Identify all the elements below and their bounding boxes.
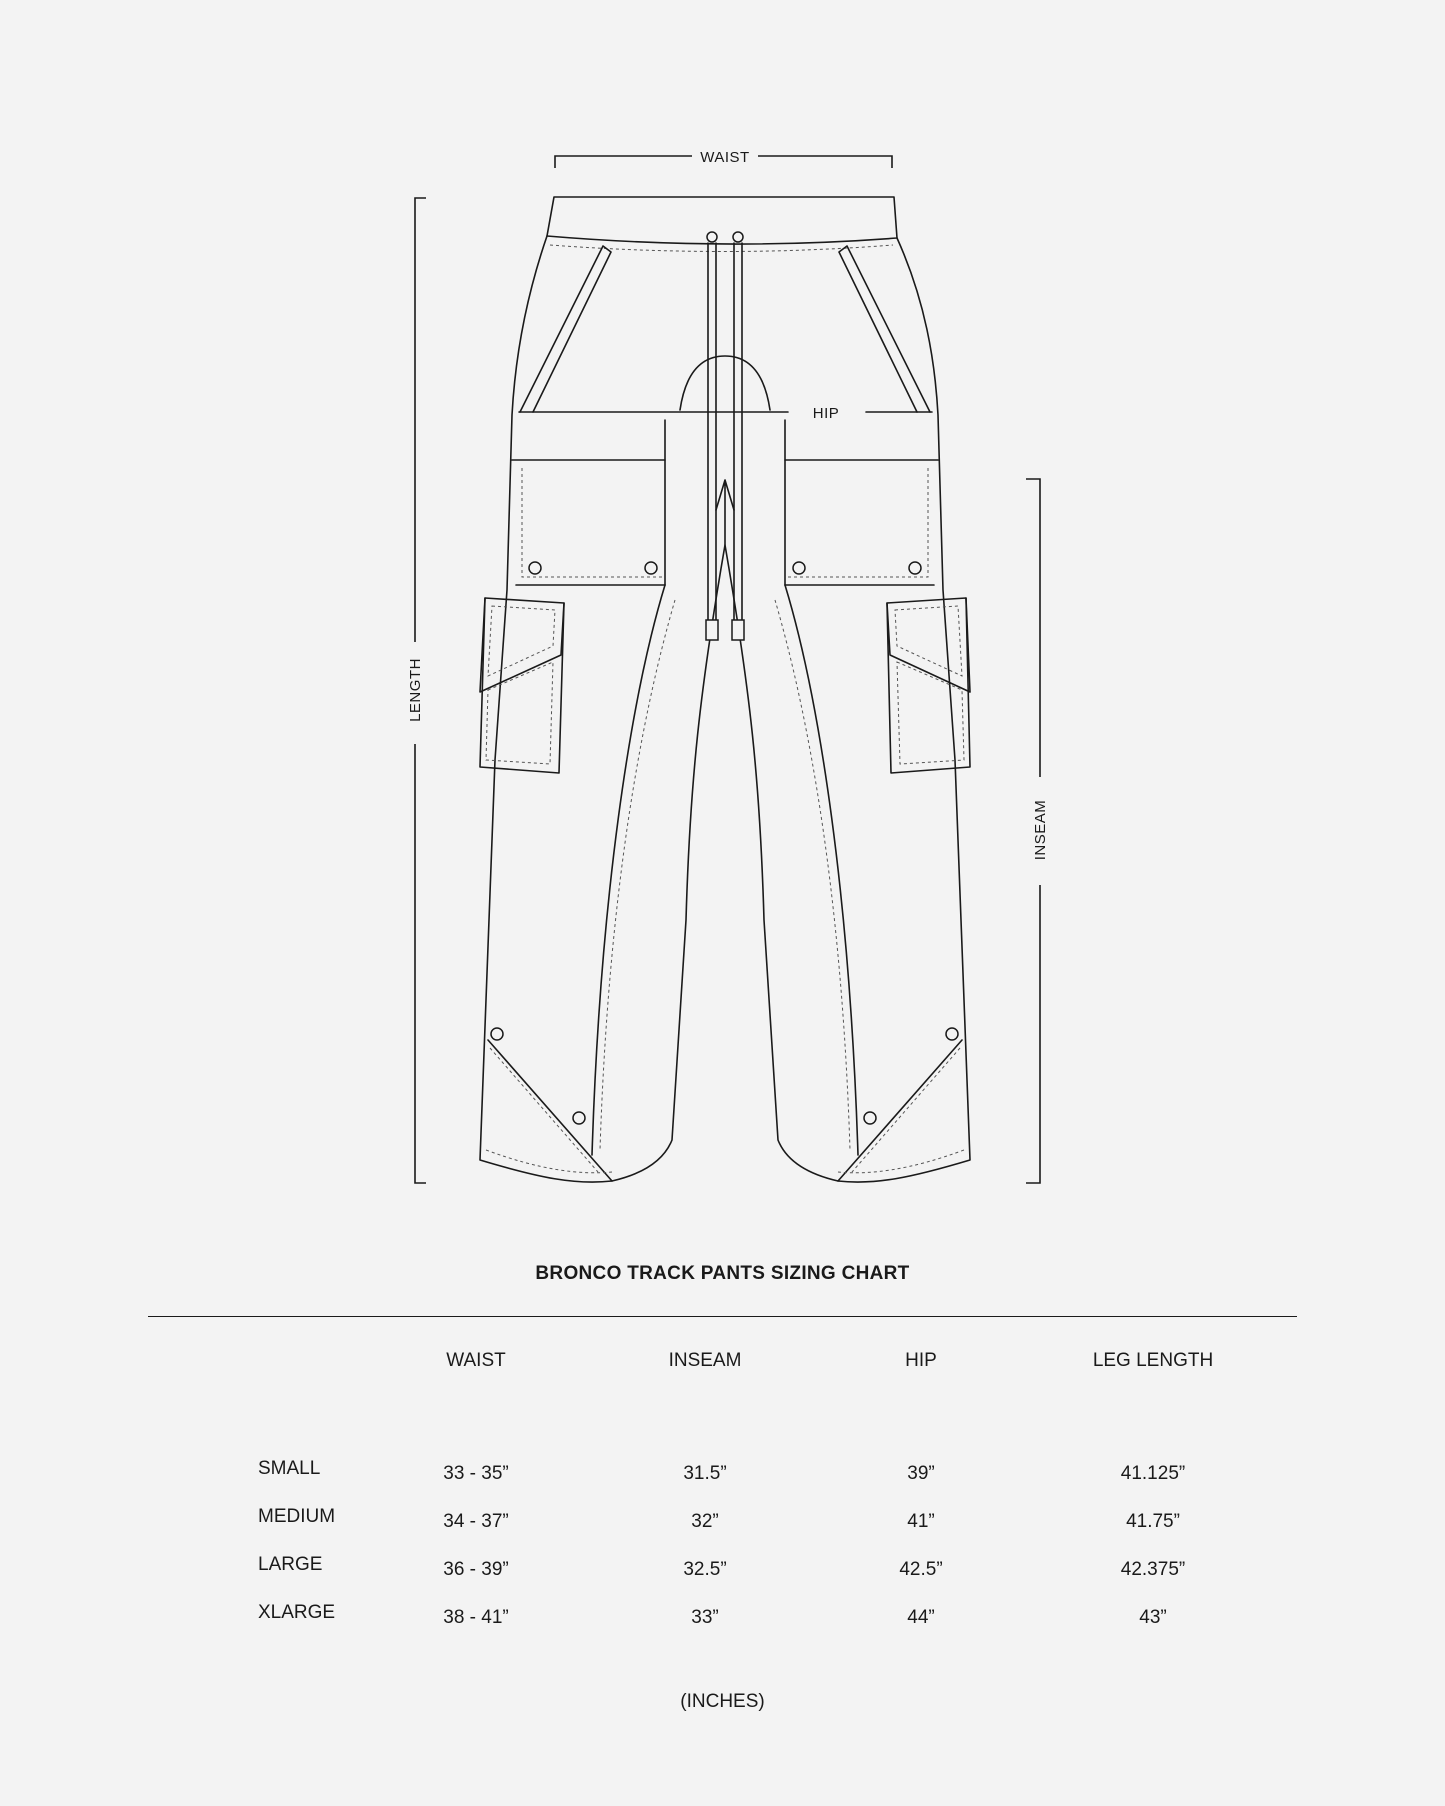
waist-dimension <box>555 149 892 168</box>
length-dimension <box>407 198 426 1183</box>
table-cell: 32” <box>691 1511 719 1532</box>
table-cell: 34 - 37” <box>443 1511 509 1532</box>
table-cell: 33 - 35” <box>443 1463 509 1484</box>
table-cell: 43” <box>1139 1607 1167 1628</box>
column-header-inseam: INSEAM <box>668 1350 742 1371</box>
column-header-hip: HIP <box>905 1350 937 1371</box>
table-cell: 41” <box>907 1511 935 1532</box>
table-cell: 41.125” <box>1120 1463 1186 1484</box>
inseam-dimension <box>1026 479 1049 1183</box>
table-cell: 38 - 41” <box>443 1607 509 1628</box>
row-label-medium: MEDIUM <box>258 1506 336 1527</box>
row-label-large: LARGE <box>258 1554 323 1575</box>
table-cell: 42.375” <box>1120 1559 1186 1580</box>
table-cell: 39” <box>907 1463 935 1484</box>
table-cell: 42.5” <box>899 1559 943 1580</box>
table-cell: 44” <box>907 1607 935 1628</box>
table-cell: 36 - 39” <box>443 1559 509 1580</box>
left-cargo-pocket <box>480 598 564 773</box>
row-label-xlarge: XLARGE <box>258 1602 336 1623</box>
length-dimension-label: LENGTH <box>407 658 424 722</box>
column-header-waist: WAIST <box>446 1350 506 1371</box>
table-cell: 33” <box>691 1607 719 1628</box>
table-cell: 41.75” <box>1126 1511 1180 1532</box>
right-cargo-pocket <box>887 598 970 773</box>
hip-dimension-label: HIP <box>812 405 840 422</box>
inseam-dimension-label: INSEAM <box>1032 799 1049 861</box>
waist-dimension-label: WAIST <box>700 149 750 166</box>
divider <box>148 1316 1297 1317</box>
pants-outline <box>480 197 970 1182</box>
units-note: (INCHES) <box>680 1691 765 1712</box>
row-label-small: SMALL <box>258 1458 321 1479</box>
table-cell: 31.5” <box>683 1463 727 1484</box>
chart-title: BRONCO TRACK PANTS SIZING CHART <box>535 1263 910 1284</box>
drawstrings <box>706 232 744 640</box>
column-header-leg-length: LEG LENGTH <box>1092 1350 1214 1371</box>
table-cell: 32.5” <box>683 1559 727 1580</box>
